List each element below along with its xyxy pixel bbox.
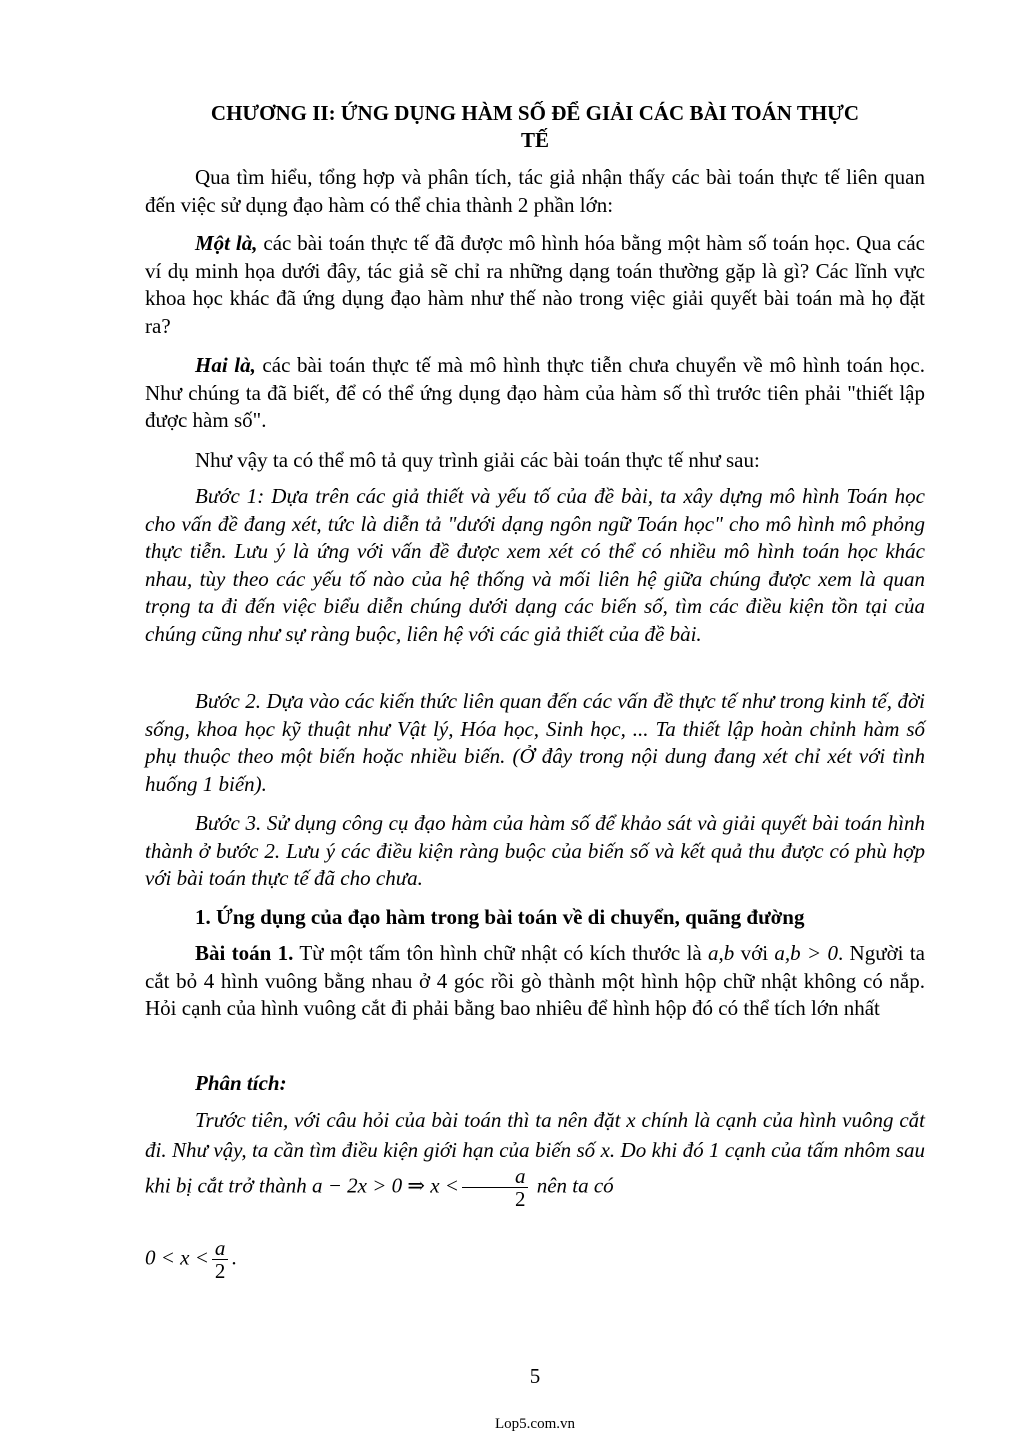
problem-one-paragraph (145, 940, 925, 1023)
analysis-heading: Phân tích: (195, 1071, 287, 1095)
analysis-result (145, 1237, 925, 1282)
point-one-text: các bài toán thực tế đã được mô hình hóa bằng một hàm số toán học. Qua các ví dụ minh họa dưới đây, tác giả sẽ chỉ ra những dạng toán thường gặp là gì? Các lĩnh vực khoa học khác đã ứng dụng đạo hàm như thế nào trong việc giải quyết bài toán mà họ đặt ra? (145, 231, 926, 338)
result-fraction (212, 1237, 229, 1282)
problem-one-text-a: Từ một tấm tôn hình chữ nhật có kích thước là (293, 941, 709, 965)
result-fraction-denominator: 2 (214, 1259, 226, 1283)
point-one-lead: Một là, (195, 231, 258, 255)
point-one-paragraph (145, 230, 925, 340)
step-two-paragraph: Bước 2. Dựa vào các kiến thức liên quan đến các vấn đề thực tế như trong kinh tế, đời sống, khoa học kỹ thuật như Vật lý, Hóa học, Sinh học, ... Ta thiết lập hoàn chỉnh hàm số phụ thuộc theo một biến hoặc nhiều biến. (Ở đây trong nội dung đang xét chỉ xét với tình huống 1 biến). (145, 689, 925, 796)
step-one-paragraph: Bước 1: Dựa trên các giả thiết và yếu tố của đề bài, ta xây dựng mô hình Toán học cho vấn đề đang xét, tức là diễn tả "dưới dạng ngôn ngữ Toán học" cho mô hình mô phỏng thực tiễn. Lưu ý là ứng với vấn đề được xem xét có thể có nhiều mô hình toán học khác nhau, tùy theo các yếu tố nào của hệ thống và mối liên hệ giữa chúng được xem là quan trọng ta đi đến việc biểu diễn chúng dưới dạng các biến số, tìm các điều kiện tồn tại của chúng cũng như sự ràng buộc, liên hệ với các giả thiết của đề bài. (145, 484, 925, 646)
footer-watermark: Lop5.com.vn (495, 1416, 575, 1432)
analysis-text-a: Trước tiên, với câu hỏi của bài toán thì ta nên đặt x chính là cạnh của hình vuông cắt đi. Như vậy, ta cần tìm điều kiện giới hạn của biến số x. Do khi đó 1 cạnh của tấm nhôm sau khi bị cắt trở thành (145, 1108, 925, 1198)
point-two-lead: Hai là, (195, 353, 256, 377)
process-intro-paragraph: Như vậy ta có thể mô tả quy trình giải các bài toán thực tế như sau: (195, 448, 760, 472)
point-two-paragraph (145, 352, 925, 435)
section-heading: 1. Ứng dụng của đạo hàm trong bài toán về di chuyển, quãng đường (195, 905, 805, 929)
page-number: 5 (529, 1364, 541, 1388)
chapter-title (145, 100, 925, 154)
problem-one-condition: a,b > 0 (774, 941, 838, 965)
problem-one-lead: Bài toán 1. (195, 941, 294, 965)
analysis-paragraph (145, 1105, 925, 1210)
fraction-denominator: 2 (514, 1187, 526, 1211)
result-inequality: 0 < x < (145, 1245, 209, 1270)
result-fraction-numerator: a (212, 1237, 229, 1260)
analysis-fraction (462, 1165, 529, 1210)
problem-one-text-c: . Người ta cắt bỏ 4 hình vuông bằng nhau ở 4 góc rồi gò thành một hình hộp chữ nhật không có nắp. Hỏi cạnh của hình vuông cắt đi phải bằng bao nhiêu để hình hộp đó có thể tích lớn nhất (145, 941, 925, 1020)
analysis-inequality: a − 2x > 0 ⇒ x < (311, 1173, 459, 1198)
result-period: . (231, 1245, 237, 1270)
analysis-text-b: nên ta có (531, 1173, 614, 1198)
point-two-text: các bài toán thực tế mà mô hình thực tiễn chưa chuyển về mô hình toán học. Như chúng ta đã biết, để có thể ứng dụng đạo hàm của hàm số thì trước tiên phải "thiết lập được hàm số". (145, 353, 925, 432)
problem-one-text-b: với (734, 941, 775, 965)
problem-one-vars: a,b (708, 941, 735, 965)
step-three-paragraph: Bước 3. Sử dụng công cụ đạo hàm của hàm số để khảo sát và giải quyết bài toán hình thành ở bước 2. Lưu ý các điều kiện ràng buộc của biến số và kết quả thu được có phù hợp với bài toán thực tế đã cho chưa. (145, 811, 925, 890)
chapter-title-line2: TẾ (520, 128, 549, 152)
intro-paragraph: Qua tìm hiểu, tổng hợp và phân tích, tác giả nhận thấy các bài toán thực tế liên quan đến việc sử dụng đạo hàm có thể chia thành 2 phần lớn: (145, 165, 925, 217)
fraction-numerator: a (462, 1165, 529, 1188)
chapter-title-line1: CHƯƠNG II: ỨNG DỤNG HÀM SỐ ĐỂ GIẢI CÁC BÀI TOÁN THỰC (210, 101, 860, 125)
